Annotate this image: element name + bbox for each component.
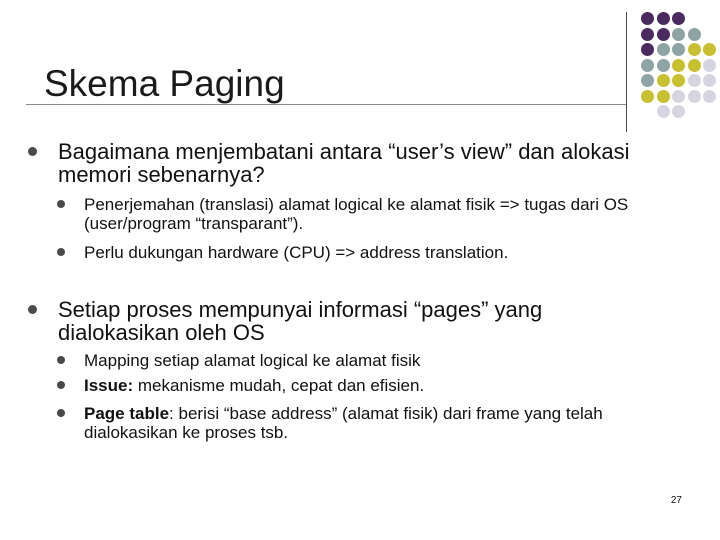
slide-title: Skema Paging <box>44 63 285 104</box>
decorative-dot <box>657 90 670 103</box>
decorative-dot <box>641 74 654 87</box>
page-table-label: Page table <box>84 404 170 423</box>
decorative-dot <box>657 105 670 118</box>
bullet-1-sub-2: Perlu dukungan hardware (CPU) => address translation. <box>84 243 664 262</box>
decorative-dot <box>703 59 716 72</box>
decorative-dot <box>672 28 685 41</box>
decorative-dot <box>688 90 701 103</box>
bullet-2-sub-2 <box>84 376 664 395</box>
decorative-dot <box>672 43 685 56</box>
vertical-divider-line <box>626 12 627 132</box>
decorative-dot <box>641 12 654 25</box>
bullet-2-sub-1: Mapping setiap alamat logical ke alamat fisik <box>84 351 664 370</box>
decorative-dot <box>641 59 654 72</box>
decorative-dot <box>641 28 654 41</box>
issue-label: Issue: <box>84 376 134 395</box>
page-number: 27 <box>670 495 682 506</box>
bullet-1-sub-1: Penerjemahan (translasi) alamat logical ke alamat fisik => tugas dari OS (user/program “transparant”). <box>84 195 664 233</box>
decorative-dot <box>657 59 670 72</box>
decorative-dot <box>688 59 701 72</box>
decorative-dot <box>688 43 701 56</box>
bullet-2-sub-3 <box>84 404 664 442</box>
decorative-dot <box>688 28 701 41</box>
decorative-dot <box>672 12 685 25</box>
decorative-dot <box>657 74 670 87</box>
title-underline <box>26 104 626 105</box>
decorative-dot <box>657 43 670 56</box>
bullet-1: Bagaimana menjembatani antara “user’s view” dan alokasi memori sebenarnya? <box>58 140 658 186</box>
decorative-dot <box>657 28 670 41</box>
decorative-dot <box>688 74 701 87</box>
decorative-dot <box>657 12 670 25</box>
page-table-text: : berisi “base address” (alamat fisik) dari frame yang telah dialokasikan ke proses tsb. <box>84 404 603 442</box>
bullet-2: Setiap proses mempunyai informasi “pages” yang dialokasikan oleh OS <box>58 298 658 344</box>
decorative-dot <box>703 43 716 56</box>
decorative-dot <box>672 105 685 118</box>
decorative-dot <box>703 74 716 87</box>
decorative-dot <box>672 90 685 103</box>
decorative-dot <box>641 90 654 103</box>
decorative-dot <box>703 90 716 103</box>
decorative-dot <box>672 74 685 87</box>
decorative-dot <box>641 43 654 56</box>
decorative-dot <box>672 59 685 72</box>
issue-text: mekanisme mudah, cepat dan efisien. <box>133 376 425 395</box>
